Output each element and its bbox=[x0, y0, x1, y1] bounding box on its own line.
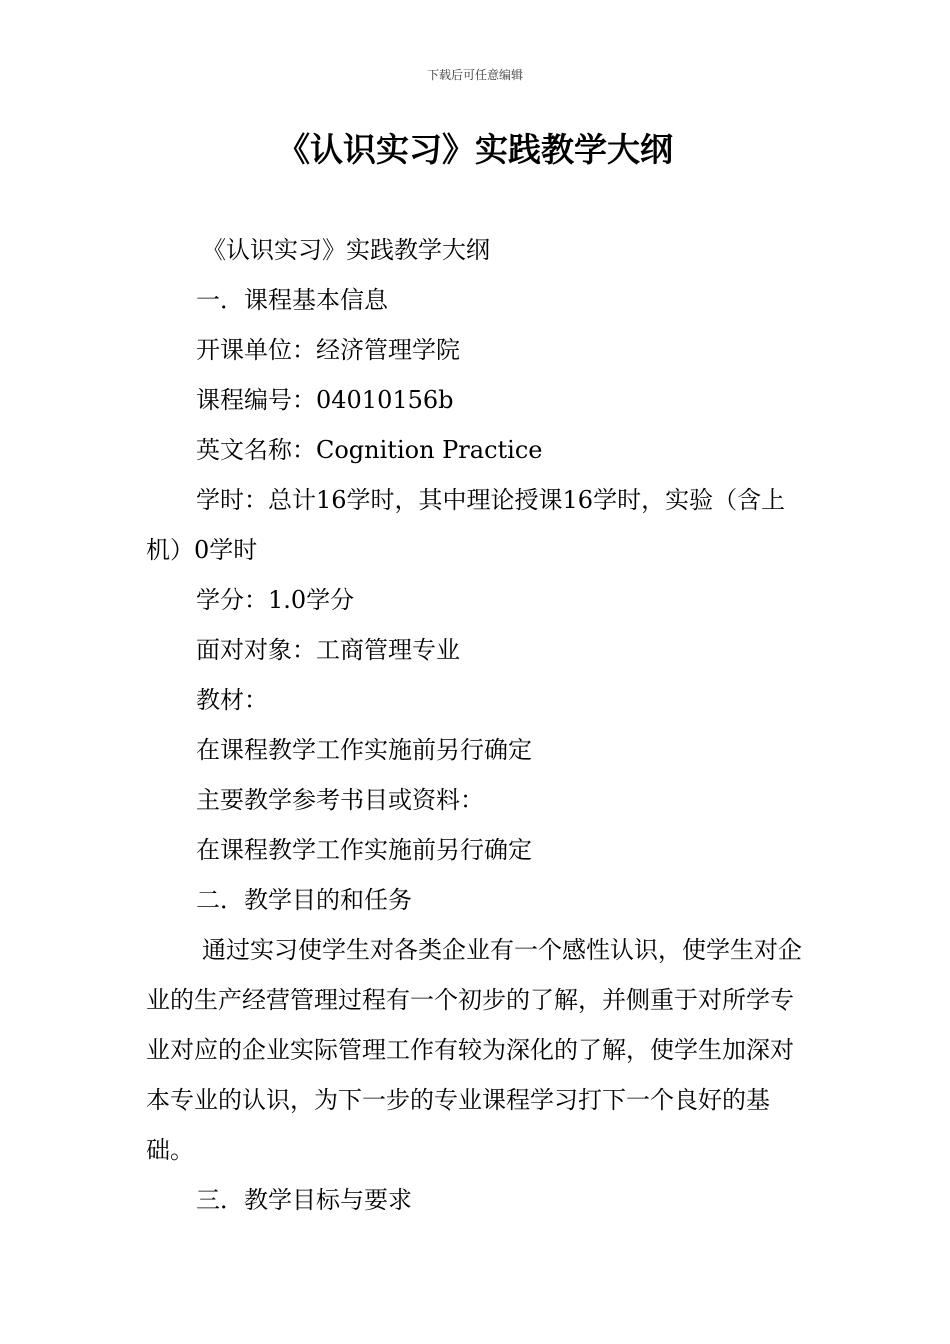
info-hours: 学时：总计16学时，其中理论授课16学时，实验（含上机）0学时 bbox=[146, 486, 786, 564]
document-body bbox=[146, 225, 810, 1225]
info-references-value: 在课程教学工作实施前另行确定 bbox=[196, 836, 532, 864]
header-note: 下载后可任意编辑 bbox=[426, 68, 523, 82]
section-heading-objectives: 三．教学目标与要求 bbox=[196, 1186, 412, 1214]
info-credits: 学分：1.0学分 bbox=[196, 586, 355, 614]
subtitle-paragraph: 《认识实习》实践教学大纲 bbox=[202, 236, 490, 264]
document-title: 《认识实习》实践教学大纲 bbox=[277, 130, 673, 169]
info-department: 开课单位：经济管理学院 bbox=[196, 336, 460, 364]
info-textbook-label: 教材： bbox=[196, 686, 268, 714]
info-references-label: 主要教学参考书目或资料： bbox=[196, 786, 484, 814]
info-textbook-value: 在课程教学工作实施前另行确定 bbox=[196, 736, 532, 764]
section-heading-purpose: 二．教学目的和任务 bbox=[196, 886, 412, 914]
purpose-paragraph: 通过实习使学生对各类企业有一个感性认识，使学生对企业的生产经营管理过程有一个初步的了解，并侧重于对所学专业对应的企业实际管理工作有较为深化的了解，使学生加深对本专业的认识，为下一步的专业课程学习打下一个良好的基础。 bbox=[146, 936, 802, 1164]
info-english-name: 英文名称：Cognition Practice bbox=[196, 436, 543, 464]
info-course-code: 课程编号：04010156b bbox=[196, 386, 454, 414]
section-heading-basic-info: 一．课程基本信息 bbox=[196, 286, 388, 314]
info-audience: 面对对象：工商管理专业 bbox=[196, 636, 460, 664]
